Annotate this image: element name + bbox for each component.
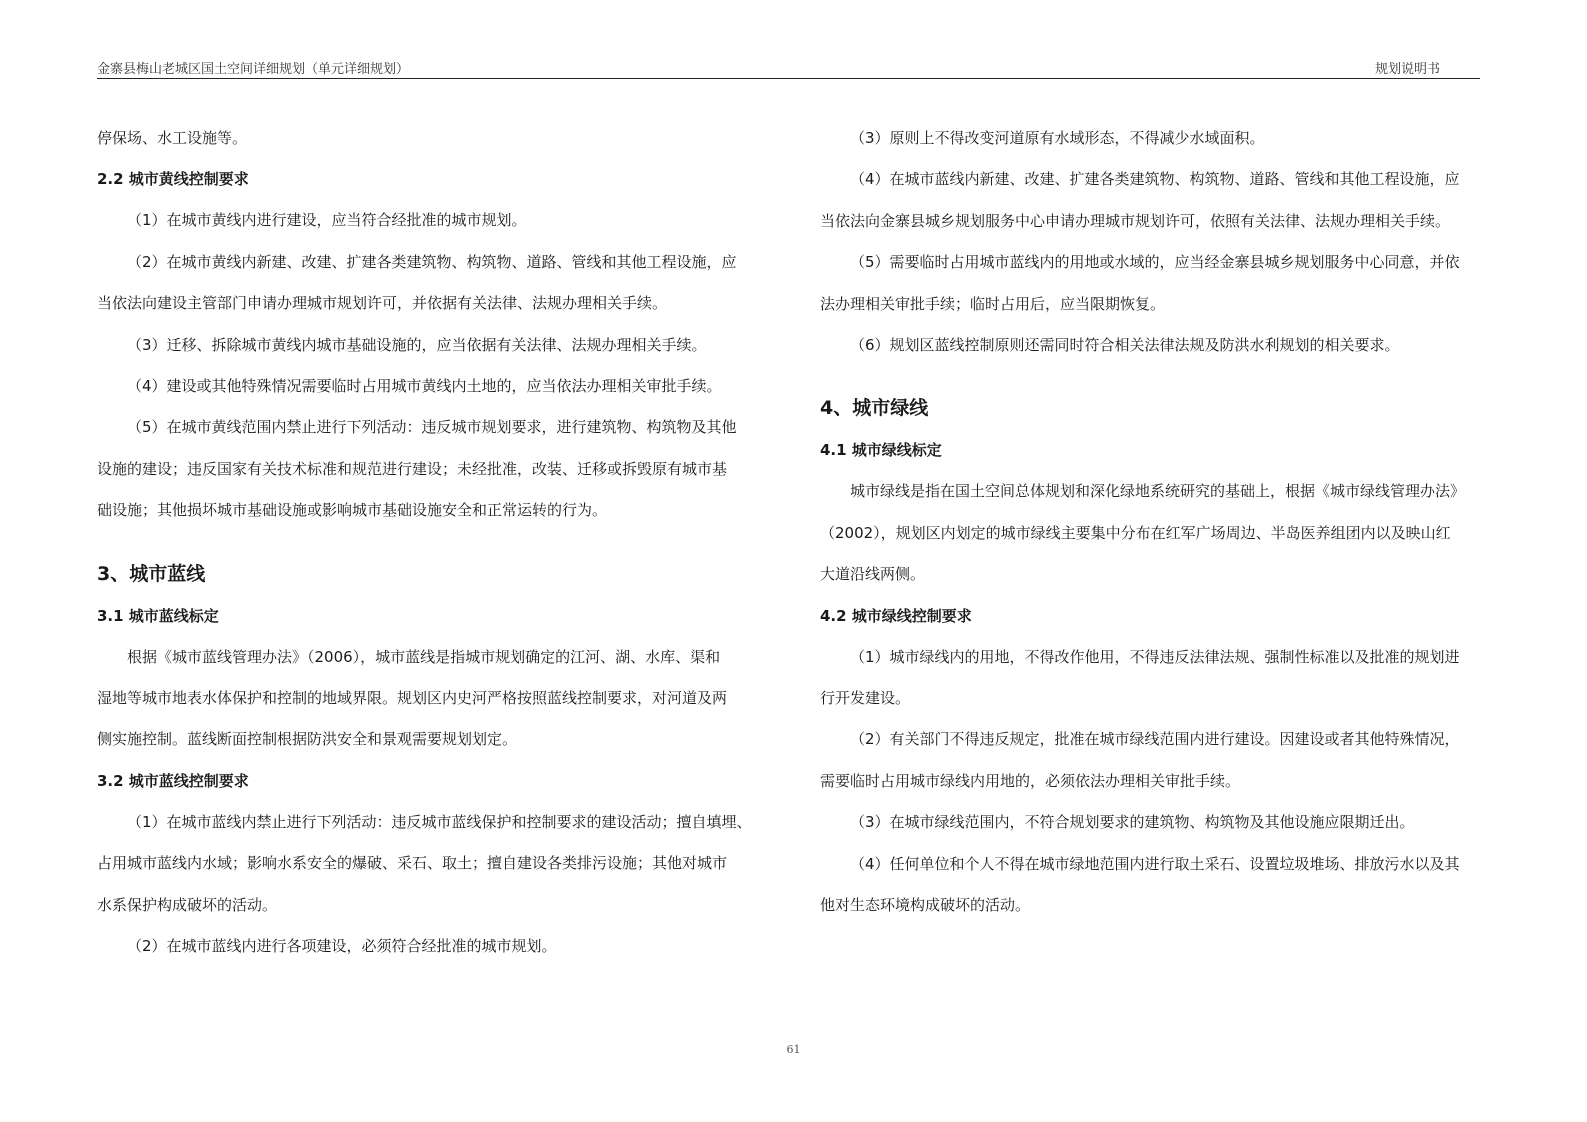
paragraph: （5）需要临时占用城市蓝线内的用地或水域的，应当经金寨县城乡规划服务中心同意，并依 bbox=[850, 253, 1460, 272]
paragraph: 根据《城市蓝线管理办法》（2006），城市蓝线是指城市规划确定的江河、湖、水库、渠和 bbox=[127, 647, 721, 666]
paragraph: 行开发建设。 bbox=[820, 689, 911, 708]
chapter-heading: 3、城市蓝线 bbox=[97, 562, 206, 585]
document-title: 金寨县梅山老城区国土空间详细规划（单元详细规划） bbox=[97, 62, 410, 77]
paragraph: 水系保护构成破坏的活动。 bbox=[97, 895, 278, 914]
paragraph: （4）建设或其他特殊情况需要临时占用城市黄线内土地的，应当依法办理相关审批手续。 bbox=[127, 377, 722, 396]
page-header bbox=[97, 58, 1480, 79]
right-column bbox=[820, 118, 1498, 927]
paragraph: 湿地等城市地表水体保护和控制的地域界限。规划区内史河严格按照蓝线控制要求，对河道及两 bbox=[97, 689, 728, 708]
paragraph: （5）在城市黄线范围内禁止进行下列活动：违反城市规划要求，进行建筑物、构筑物及其他 bbox=[127, 418, 737, 437]
paragraph: （4）在城市蓝线内新建、改建、扩建各类建筑物、构筑物、道路、管线和其他工程设施，应 bbox=[850, 170, 1460, 189]
document-type: 规划说明书 bbox=[1374, 62, 1440, 77]
paragraph: （6）规划区蓝线控制原则还需同时符合相关法律法规及防洪水利规划的相关要求。 bbox=[850, 336, 1400, 355]
section-heading: 4.1 城市绿线标定 bbox=[820, 441, 942, 460]
paragraph: （2）在城市蓝线内进行各项建设，必须符合经批准的城市规划。 bbox=[127, 937, 557, 956]
paragraph: 需要临时占用城市绿线内用地的，必须依法办理相关审批手续。 bbox=[820, 771, 1241, 790]
paragraph: 当依法向建设主管部门申请办理城市规划许可，并依据有关法律、法规办理相关手续。 bbox=[97, 294, 668, 313]
section-heading: 2.2 城市黄线控制要求 bbox=[97, 170, 249, 189]
paragraph: （3）在城市绿线范围内，不符合规划要求的建筑物、构筑物及其他设施应限期迁出。 bbox=[850, 813, 1415, 832]
section-heading: 3.1 城市蓝线标定 bbox=[97, 606, 219, 625]
paragraph: 法办理相关审批手续；临时占用后，应当限期恢复。 bbox=[820, 294, 1166, 313]
paragraph: （4）任何单位和个人不得在城市绿地范围内进行取土采石、设置垃圾堆场、排放污水以及其 bbox=[850, 854, 1460, 873]
section-heading: 3.2 城市蓝线控制要求 bbox=[97, 771, 249, 790]
page-number: 61 bbox=[786, 1043, 801, 1056]
chapter-heading: 4、城市绿线 bbox=[820, 397, 929, 420]
paragraph: （1）城市绿线内的用地，不得改作他用，不得违反法律法规、强制性标准以及批准的规划进 bbox=[850, 647, 1460, 666]
paragraph: 他对生态环境构成破坏的活动。 bbox=[820, 896, 1031, 915]
paragraph: 设施的建设；违反国家有关技术标准和规范进行建设；未经批准，改装、迁移或拆毁原有城市基 bbox=[97, 459, 728, 478]
paragraph: （2002），规划区内划定的城市绿线主要集中分布在红军广场周边、半岛医养组团内以及映山红 bbox=[820, 523, 1451, 542]
paragraph: 础设施；其他损坏城市基础设施或影响城市基础设施安全和正常运转的行为。 bbox=[97, 501, 608, 520]
paragraph: 大道沿线两侧。 bbox=[820, 565, 926, 584]
paragraph: （1）在城市蓝线内禁止进行下列活动：违反城市蓝线保护和控制要求的建设活动；擅自填埋、 bbox=[127, 812, 752, 831]
paragraph: 侧实施控制。蓝线断面控制根据防洪安全和景观需要规划划定。 bbox=[97, 730, 518, 749]
paragraph: （2）在城市黄线内新建、改建、扩建各类建筑物、构筑物、道路、管线和其他工程设施，应 bbox=[127, 252, 737, 271]
paragraph: （2）有关部门不得违反规定，批准在城市绿线范围内进行建设。因建设或者其他特殊情况， bbox=[850, 730, 1460, 749]
paragraph: 停保场、水工设施等。 bbox=[97, 129, 248, 147]
paragraph: （3）迁移、拆除城市黄线内城市基础设施的，应当依据有关法律、法规办理相关手续。 bbox=[127, 335, 707, 354]
paragraph: （1）在城市黄线内进行建设，应当符合经批准的城市规划。 bbox=[127, 211, 527, 230]
paragraph: 占用城市蓝线内水域；影响水系安全的爆破、采石、取土；擅自建设各类排污设施；其他对城市 bbox=[97, 854, 728, 873]
paragraph: 当依法向金寨县城乡规划服务中心申请办理城市规划许可，依照有关法律、法规办理相关手续。 bbox=[820, 211, 1451, 230]
left-column bbox=[97, 118, 772, 968]
section-heading: 4.2 城市绿线控制要求 bbox=[820, 606, 972, 625]
paragraph: （3）原则上不得改变河道原有水域形态，不得减少水域面积。 bbox=[850, 129, 1265, 147]
paragraph: 城市绿线是指在国土空间总体规划和深化绿地系统研究的基础上，根据《城市绿线管理办法》 bbox=[850, 482, 1466, 501]
